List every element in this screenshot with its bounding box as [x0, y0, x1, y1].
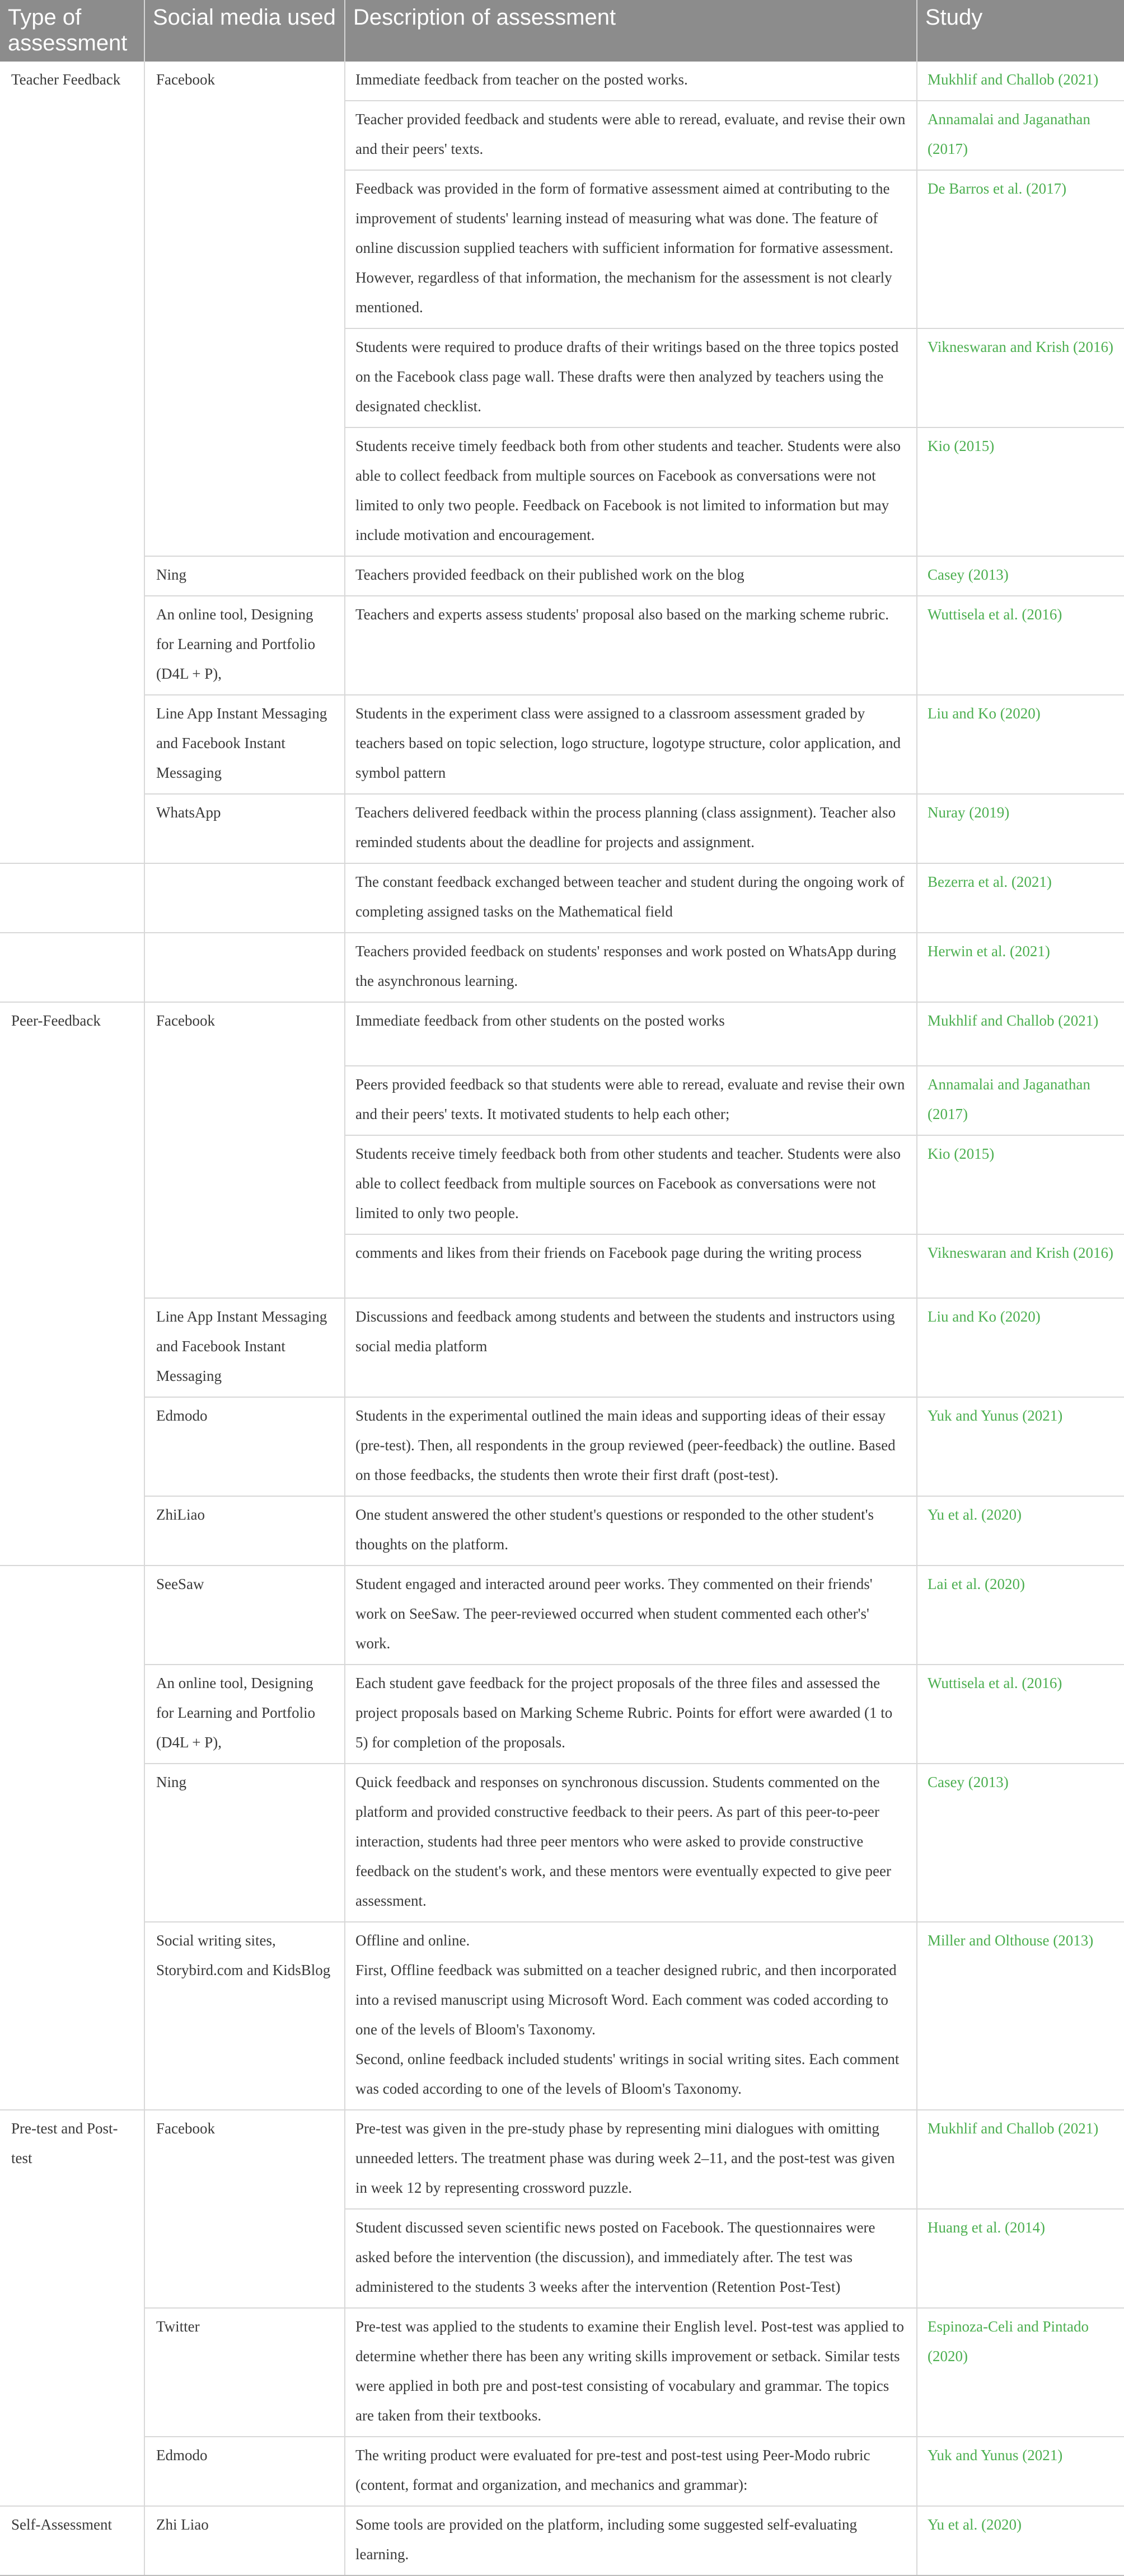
- table-row: [0, 1298, 1124, 1397]
- description-cell: Feedback was provided in the form of formative assessment aimed at contributing to the improvement of students' learning instead of measuring what was done. The feature of online discussion supplied teachers with sufficient information for formative assessment. However, regardless of that information, the mechanism for the assessment is not clearly mentioned.: [345, 170, 917, 328]
- description-cell: Offline and online. First, Offline feedback was submitted on a teacher designed rubric, and then incorporated into a revised manuscript using Microsoft Word. Each comment was coded according to one of the levels of Bloom's Taxonomy. Second, online feedback included students' writings in social writing sites. Each comment was coded according to one of the levels of Bloom's Taxonomy.: [345, 1922, 917, 2110]
- media-cell: Line App Instant Messaging and Facebook Instant Messaging: [144, 1298, 345, 1397]
- study-link[interactable]: Kio (2015): [917, 1135, 1124, 1234]
- description-cell: Some tools are provided on the platform, including some suggested self-evaluating learning.: [345, 2506, 917, 2575]
- type-cell: Peer-Feedback: [0, 1002, 144, 1566]
- study-link[interactable]: Wuttisela et al. (2016): [917, 596, 1124, 695]
- description-cell: Teachers provided feedback on students' responses and work posted on WhatsApp during the asynchronous learning.: [345, 933, 917, 1002]
- table-row: [0, 794, 1124, 863]
- table-row: [0, 596, 1124, 695]
- study-link[interactable]: Nuray (2019): [917, 794, 1124, 863]
- table-row: [0, 933, 1124, 1002]
- media-cell: Twitter: [144, 2308, 345, 2437]
- media-cell: ZhiLiao: [144, 1496, 345, 1566]
- description-cell: Students in the experimental outlined the main ideas and supporting ideas of their essay (pre-test). Then, all respondents in the group reviewed (peer-feedback) the outline. Based on those feedbacks, the students then wrote their first draft (post-test).: [345, 1397, 917, 1496]
- table-row: [0, 2308, 1124, 2437]
- media-cell: Edmodo: [144, 2437, 345, 2506]
- study-link[interactable]: Annamalai and Jaganathan (2017): [917, 101, 1124, 170]
- description-cell: The constant feedback exchanged between teacher and student during the ongoing work of completing assigned tasks on the Mathematical field: [345, 863, 917, 933]
- study-link[interactable]: Mukhlif and Challob (2021): [917, 1002, 1124, 1066]
- media-cell: An online tool, Designing for Learning and Portfolio (D4L + P),: [144, 596, 345, 695]
- description-cell: Pre-test was given in the pre-study phase by representing mini dialogues with omitting unneeded letters. The treatment phase was during week 2–11, and the post-test was given in week 12 by representing crossword puzzle.: [345, 2110, 917, 2209]
- description-cell: Teacher provided feedback and students were able to reread, evaluate, and revise their own and their peers' texts.: [345, 101, 917, 170]
- study-link[interactable]: Vikneswaran and Krish (2016): [917, 1234, 1124, 1298]
- study-link[interactable]: Herwin et al. (2021): [917, 933, 1124, 1002]
- description-cell: Pre-test was applied to the students to examine their English level. Post-test was applied to determine whether there has been any writing skills improvement or setback. Similar tests were applied in both pre and post-test consisting of vocabulary and grammar. The topics are taken from their textbooks.: [345, 2308, 917, 2437]
- study-link[interactable]: Yuk and Yunus (2021): [917, 2437, 1124, 2506]
- table-row: [0, 1665, 1124, 1764]
- description-cell: Immediate feedback from other students on the posted works: [345, 1002, 917, 1066]
- table-row: [0, 2110, 1124, 2209]
- study-link[interactable]: Liu and Ko (2020): [917, 695, 1124, 794]
- study-link[interactable]: Miller and Olthouse (2013): [917, 1922, 1124, 2110]
- study-link[interactable]: Mukhlif and Challob (2021): [917, 62, 1124, 101]
- study-link[interactable]: Casey (2013): [917, 1764, 1124, 1922]
- table-row: [0, 556, 1124, 596]
- type-cell: [0, 1566, 144, 2110]
- description-cell: Teachers and experts assess students' proposal also based on the marking scheme rubric.: [345, 596, 917, 695]
- study-link[interactable]: Yu et al. (2020): [917, 1496, 1124, 1566]
- media-cell: [144, 863, 345, 933]
- study-link[interactable]: Kio (2015): [917, 427, 1124, 556]
- media-cell: [144, 933, 345, 1002]
- media-cell: An online tool, Designing for Learning and Portfolio (D4L + P),: [144, 1665, 345, 1764]
- table-row: [0, 1764, 1124, 1922]
- description-cell: Discussions and feedback among students and between the students and instructors using social media platform: [345, 1298, 917, 1397]
- description-cell: Immediate feedback from teacher on the posted works.: [345, 62, 917, 101]
- description-cell: Teachers delivered feedback within the process planning (class assignment). Teacher also reminded students about the deadline for projects and assignment.: [345, 794, 917, 863]
- study-link[interactable]: De Barros et al. (2017): [917, 170, 1124, 328]
- description-cell: Each student gave feedback for the project proposals of the three files and assessed the project proposals based on Marking Scheme Rubric. Points for effort were awarded (1 to 5) for completion of the proposals.: [345, 1665, 917, 1764]
- table-row: [0, 1397, 1124, 1496]
- header-media: Social media used: [144, 0, 345, 62]
- media-cell: SeeSaw: [144, 1566, 345, 1665]
- description-cell: Quick feedback and responses on synchronous discussion. Students commented on the platform and provided constructive feedback to their peers. As part of this peer-to-peer interaction, students had three peer mentors who were asked to provide constructive feedback on the student's work, and these mentors were eventually expected to give peer assessment.: [345, 1764, 917, 1922]
- study-link[interactable]: Mukhlif and Challob (2021): [917, 2110, 1124, 2209]
- type-cell: [0, 863, 144, 933]
- description-cell: Students in the experiment class were assigned to a classroom assessment graded by teachers based on topic selection, logo structure, logotype structure, color application, and symbol pattern: [345, 695, 917, 794]
- description-cell: Peers provided feedback so that students were able to reread, evaluate and revise their own and their peers' texts. It motivated students to help each other;: [345, 1066, 917, 1135]
- media-cell: Line App Instant Messaging and Facebook Instant Messaging: [144, 695, 345, 794]
- media-cell: Ning: [144, 1764, 345, 1922]
- header-study: Study: [917, 0, 1124, 62]
- description-cell: Students receive timely feedback both from other students and teacher. Students were also able to collect feedback from multiple sources on Facebook as conversations were not limited to only two people. Feedback on Facebook is not limited to information but may include motivation and encouragement.: [345, 427, 917, 556]
- type-cell: Self-Assessment: [0, 2506, 144, 2575]
- table-row: [0, 695, 1124, 794]
- description-cell: One student answered the other student's questions or responded to the other student's thoughts on the platform.: [345, 1496, 917, 1566]
- description-cell: Students receive timely feedback both from other students and teacher. Students were also able to collect feedback from multiple sources on Facebook as conversations were not limited to only two people.: [345, 1135, 917, 1234]
- table-row: [0, 863, 1124, 933]
- study-link[interactable]: Casey (2013): [917, 556, 1124, 596]
- media-cell: WhatsApp: [144, 794, 345, 863]
- study-link[interactable]: Annamalai and Jaganathan (2017): [917, 1066, 1124, 1135]
- media-cell: Edmodo: [144, 1397, 345, 1496]
- table-row: [0, 2437, 1124, 2506]
- table-row: [0, 1496, 1124, 1566]
- media-cell: Ning: [144, 556, 345, 596]
- study-link[interactable]: Yu et al. (2020): [917, 2506, 1124, 2575]
- study-link[interactable]: Espinoza-Celi and Pintado (2020): [917, 2308, 1124, 2437]
- description-cell: comments and likes from their friends on Facebook page during the writing process: [345, 1234, 917, 1298]
- media-cell: Facebook: [144, 1002, 345, 1298]
- study-link[interactable]: Huang et al. (2014): [917, 2209, 1124, 2308]
- table-row: [0, 2506, 1124, 2575]
- study-link[interactable]: Lai et al. (2020): [917, 1566, 1124, 1665]
- study-link[interactable]: Wuttisela et al. (2016): [917, 1665, 1124, 1764]
- description-cell: Student engaged and interacted around peer works. They commented on their friends' work on SeeSaw. The peer-reviewed occurred when student commented each other's' work.: [345, 1566, 917, 1665]
- table-row: [0, 1566, 1124, 1665]
- table-row: [0, 1002, 1124, 1066]
- study-link[interactable]: Bezerra et al. (2021): [917, 863, 1124, 933]
- description-cell: The writing product were evaluated for pre-test and post-test using Peer-Modo rubric (content, format and organization, and mechanics and grammar):: [345, 2437, 917, 2506]
- type-cell: Teacher Feedback: [0, 62, 144, 863]
- study-link[interactable]: Liu and Ko (2020): [917, 1298, 1124, 1397]
- header-type: Type of assessment: [0, 0, 144, 62]
- media-cell: Social writing sites, Storybird.com and KidsBlog: [144, 1922, 345, 2110]
- type-cell: Pre-test and Post-test: [0, 2110, 144, 2506]
- description-cell: Teachers provided feedback on their published work on the blog: [345, 556, 917, 596]
- description-cell: Student discussed seven scientific news posted on Facebook. The questionnaires were asked before the intervention (the discussion), and immediately after. The test was administered to the students 3 weeks after the intervention (Retention Post-Test): [345, 2209, 917, 2308]
- study-link[interactable]: Vikneswaran and Krish (2016): [917, 328, 1124, 427]
- header-description: Description of assessment: [345, 0, 917, 62]
- description-cell: Students were required to produce drafts of their writings based on the three topics posted on the Facebook class page wall. These drafts were then analyzed by teachers using the designated checklist.: [345, 328, 917, 427]
- study-link[interactable]: Yuk and Yunus (2021): [917, 1397, 1124, 1496]
- media-cell: Facebook: [144, 2110, 345, 2308]
- header-row: [0, 0, 1124, 62]
- type-cell: [0, 933, 144, 1002]
- media-cell: Zhi Liao: [144, 2506, 345, 2575]
- media-cell: Facebook: [144, 62, 345, 556]
- table-row: [0, 1922, 1124, 2110]
- table-row: [0, 62, 1124, 101]
